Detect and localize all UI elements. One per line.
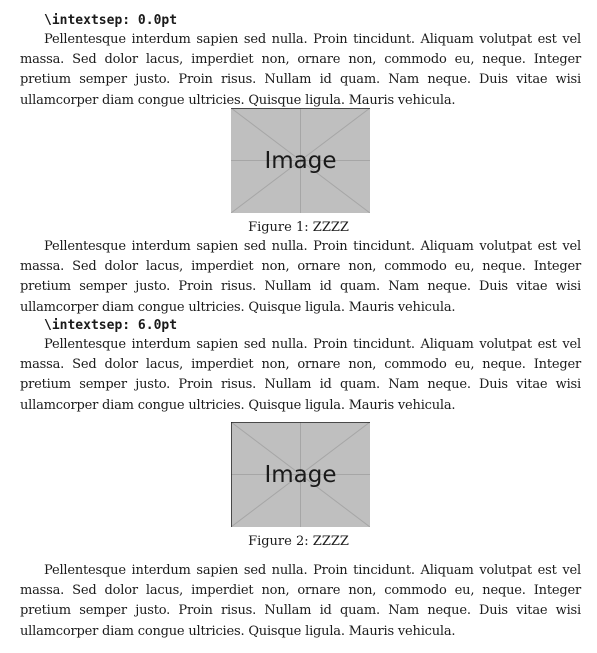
section-heading-2: \intextsep: 6.0pt	[44, 318, 178, 333]
figure-1-image-label: Image	[264, 148, 337, 174]
figure-2-image-label: Image	[264, 462, 337, 488]
figure-2-placeholder-image	[231, 422, 370, 527]
figure-1-caption-text: ZZZZ	[312, 220, 349, 235]
figure-1-placeholder-image	[231, 108, 370, 213]
figure-1-caption-prefix: Figure 1:	[248, 220, 309, 235]
paragraph-3: Pellentesque interdum sapien sed nulla. Proin tincidunt. Aliquam volutpat est vel massa. Sed dolor lacus, imperdiet non, ornare non, commodo eu, neque. Integer pretium semper justo. Proin risus. Nullam id quam. Nam neque. Duis vitae wisi ullamcorper diam congue ultricies. Quisque ligula. Mauris vehicula.	[20, 337, 581, 413]
paragraph-1: Pellentesque interdum sapien sed nulla. Proin tincidunt. Aliquam volutpat est vel massa. Sed dolor lacus, imperdiet non, ornare non, commodo eu, neque. Integer pretium semper justo. Proin risus. Nullam id quam. Nam neque. Duis vitae wisi ullamcorper diam congue ultricies. Quisque ligula. Mauris vehicula.	[20, 32, 581, 108]
figure-2-caption-prefix: Figure 2:	[248, 534, 309, 549]
paragraph-2: Pellentesque interdum sapien sed nulla. Proin tincidunt. Aliquam volutpat est vel massa. Sed dolor lacus, imperdiet non, ornare non, commodo eu, neque. Integer pretium semper justo. Proin risus. Nullam id quam. Nam neque. Duis vitae wisi ullamcorper diam congue ultricies. Quisque ligula. Mauris vehicula.	[20, 239, 581, 315]
section-heading-1: \intextsep: 0.0pt	[44, 13, 178, 28]
figure-1-caption	[0, 219, 597, 237]
paragraph-4: Pellentesque interdum sapien sed nulla. Proin tincidunt. Aliquam volutpat est vel massa. Sed dolor lacus, imperdiet non, ornare non, commodo eu, neque. Integer pretium semper justo. Proin risus. Nullam id quam. Nam neque. Duis vitae wisi ullamcorper diam congue ultricies. Quisque ligula. Mauris vehicula.	[20, 563, 581, 639]
figure-2-caption-text: ZZZZ	[312, 534, 349, 549]
figure-2-caption	[0, 533, 597, 551]
